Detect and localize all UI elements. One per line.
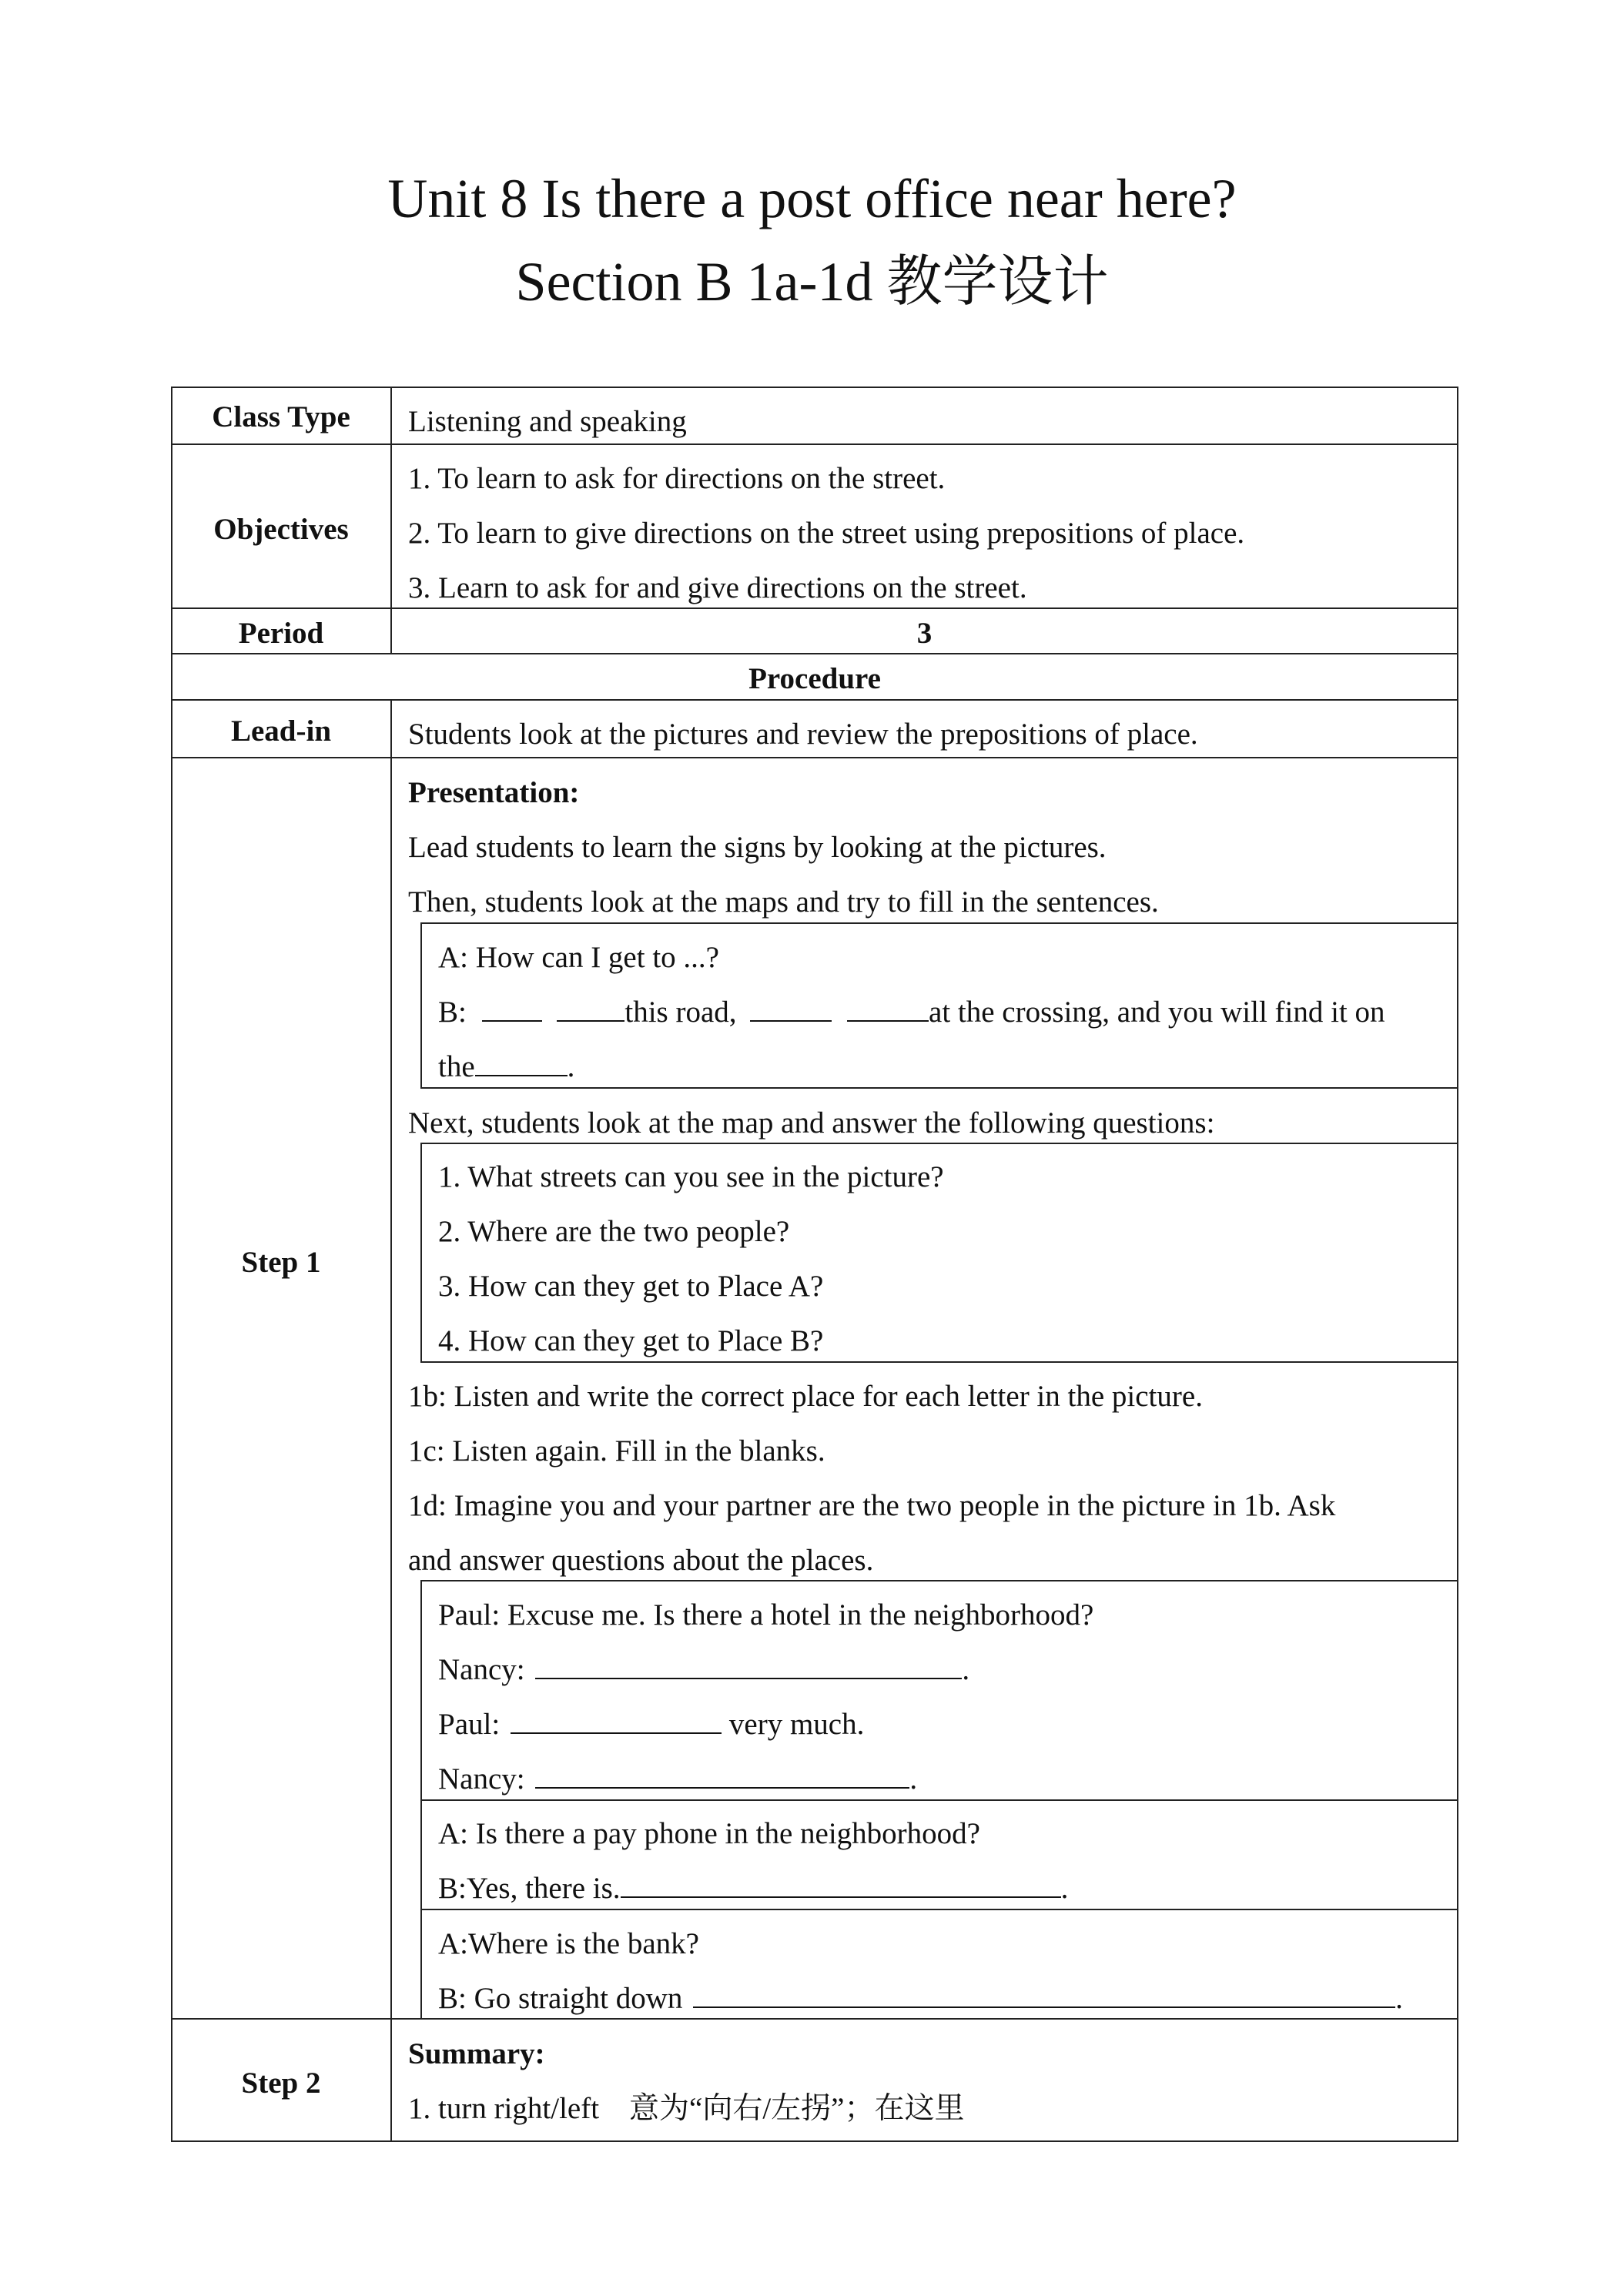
question-item: 4. How can they get to Place B? bbox=[438, 1324, 824, 1357]
objective-item: 2. To learn to give directions on the street using prepositions of place. bbox=[408, 517, 1245, 550]
dialog1-line: Nancy: . bbox=[438, 1653, 970, 1686]
question-item: 2. Where are the two people? bbox=[438, 1215, 790, 1248]
question-item: 1. What streets can you see in the picture? bbox=[438, 1160, 944, 1193]
lead-in-label: Lead-in bbox=[230, 715, 332, 748]
step1-text: and answer questions about the places. bbox=[408, 1544, 874, 1577]
step1-text: 1c: Listen again. Fill in the blanks. bbox=[408, 1434, 825, 1468]
box1-line-b: B: this road, at the crossing, and you will find it on bbox=[438, 996, 1385, 1029]
dialog1-line: Paul: very much. bbox=[438, 1708, 865, 1741]
dialog1-line: Nancy: . bbox=[438, 1762, 918, 1796]
class-type-value: Listening and speaking bbox=[408, 405, 687, 438]
dialog2-line: B:Yes, there is. . bbox=[438, 1872, 1069, 1905]
step2-label: Step 2 bbox=[241, 2067, 321, 2100]
dialog3-line: B: Go straight down . bbox=[438, 1982, 1403, 2015]
summary-heading: Summary: bbox=[408, 2037, 545, 2070]
period-value: 3 bbox=[916, 617, 933, 650]
class-type-label: Class Type bbox=[212, 400, 350, 433]
objectives-label: Objectives bbox=[213, 513, 349, 546]
step1-text: Then, students look at the maps and try to fill in the sentences. bbox=[408, 885, 1159, 919]
step1-text: 1b: Listen and write the correct place for each letter in the picture. bbox=[408, 1380, 1203, 1413]
step1-text: Lead students to learn the signs by looking at the pictures. bbox=[408, 831, 1107, 864]
summary-line: 1. turn right/left 意为“向右/左拐”；在这里 bbox=[408, 2092, 965, 2125]
dialog1-line: Paul: Excuse me. Is there a hotel in the neighborhood? bbox=[438, 1598, 1094, 1632]
step1-label: Step 1 bbox=[241, 1246, 321, 1279]
procedure-heading: Procedure bbox=[748, 662, 881, 695]
box1-line-c: the . bbox=[438, 1050, 575, 1083]
step1-text: 1d: Imagine you and your partner are the two people in the picture in 1b. Ask bbox=[408, 1489, 1336, 1522]
step1-text: Next, students look at the map and answer the following questions: bbox=[408, 1106, 1215, 1140]
dialog2-line: A: Is there a pay phone in the neighborhood? bbox=[438, 1817, 980, 1850]
document-title: Unit 8 Is there a post office near here? bbox=[387, 168, 1237, 229]
dialog3-line: A:Where is the bank? bbox=[438, 1927, 699, 1960]
presentation-heading: Presentation: bbox=[408, 776, 580, 809]
question-item: 3. How can they get to Place A? bbox=[438, 1270, 824, 1303]
period-label: Period bbox=[238, 617, 324, 650]
objective-item: 3. Learn to ask for and give directions on the street. bbox=[408, 571, 1027, 604]
box1-line-a: A: How can I get to ...? bbox=[438, 941, 719, 974]
document-subtitle: Section B 1a-1d 教学设计 bbox=[515, 251, 1109, 313]
objective-item: 1. To learn to ask for directions on the street. bbox=[408, 462, 946, 495]
lead-in-value: Students look at the pictures and review the prepositions of place. bbox=[408, 718, 1198, 751]
